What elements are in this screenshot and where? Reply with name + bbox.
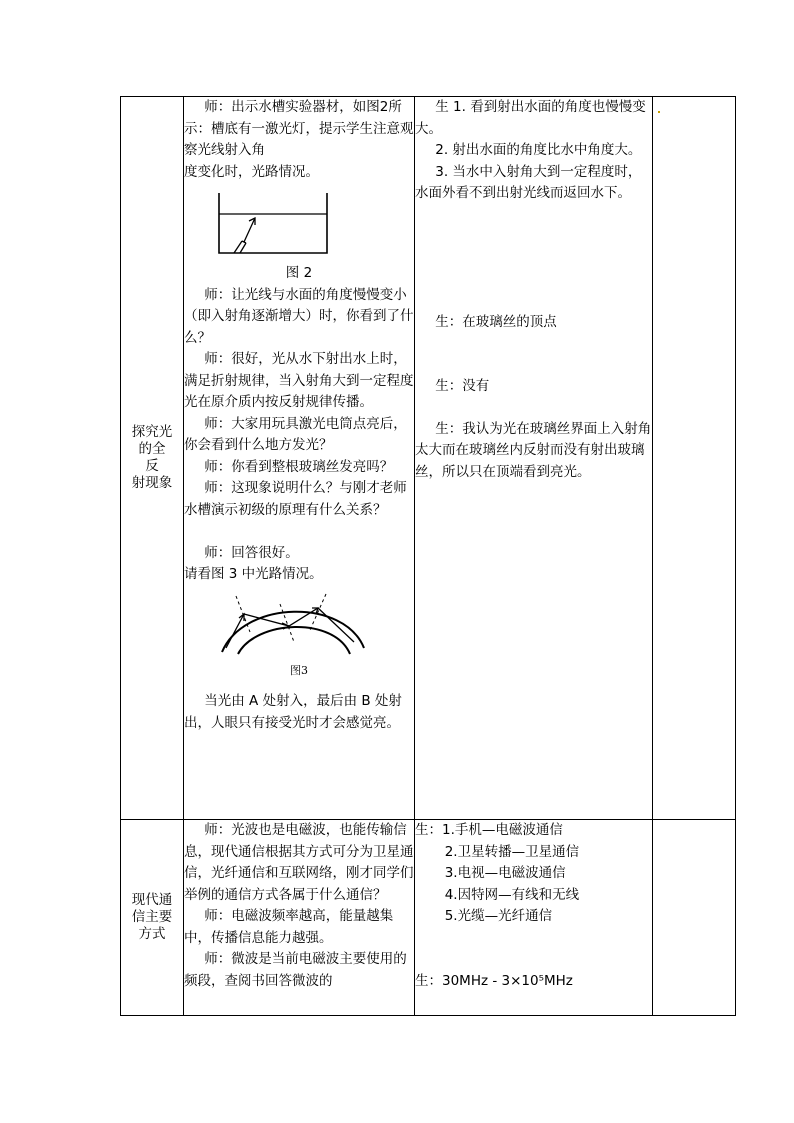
student-paragraph: 生：30MHz - 3×10⁵MHz — [415, 972, 573, 989]
figure-2-caption: 图 2 — [285, 265, 313, 281]
teacher-paragraph: 师：你看到整根玻璃丝发亮吗？ — [204, 458, 394, 475]
section-cell-communication — [121, 820, 184, 1016]
student-paragraph: 生：没有 — [435, 378, 490, 394]
teacher-paragraph: 师：出示水槽实验器材，如图2所示：槽底有一激光灯，提示学生注意观察光线射入角 — [184, 99, 414, 158]
list-item: 5.光缆—光纤通信 — [444, 908, 553, 924]
teacher-paragraph: 师：很好，光从水下射出水上时，满足折射规律，当入射角大到一定程度光在原介质内按反射规律传播。 — [184, 351, 414, 410]
teacher-activity-cell — [184, 97, 415, 820]
section-line: 方式 — [138, 926, 166, 942]
student-paragraph: 生 1. 看到射出水面的角度也慢慢变大。 — [415, 99, 646, 137]
student-paragraph: 3. 当水中入射角大到一定程度时，水面外看不到出射光线而返回水下。 — [415, 163, 642, 201]
student-paragraph: 生：在玻璃丝的顶点 — [435, 313, 557, 330]
table-row — [121, 820, 736, 1016]
table-row — [121, 97, 736, 820]
teacher-paragraph: 师：大家用玩具激光电筒点亮后，你会看到什么地方发光？ — [184, 415, 407, 453]
student-activity-cell — [415, 97, 653, 820]
student-paragraph: 2. 射出水面的角度比水中角度大。 — [435, 142, 642, 158]
optical-fiber-figure — [214, 590, 374, 660]
teacher-paragraph: 师：这现象说明什么？与刚才老师水槽演示初级的原理有什么关系？ — [184, 480, 407, 518]
section-cell-total-reflection — [121, 97, 184, 820]
teacher-paragraph: 师：光波也是电磁波，也能传输信息，现代通信根据其方式可分为卫星通信，光纤通信和互联网络，刚才同学们举例的通信方式各属于什么通信？ — [184, 822, 414, 903]
teacher-paragraph: 师：回答很好。 — [204, 544, 299, 561]
list-item: 生：1.手机—电磁波通信 — [415, 822, 563, 838]
section-line: 反 — [145, 458, 159, 474]
lesson-plan-table — [120, 96, 736, 1016]
section-line: 的全 — [138, 441, 166, 457]
section-line: 射现象 — [131, 475, 173, 491]
list-item: 4.因特网—有线和无线 — [444, 886, 580, 903]
teacher-activity-cell — [184, 820, 415, 1016]
student-activity-cell — [415, 820, 653, 1016]
teacher-paragraph: 请看图 3 中光路情况。 — [184, 566, 323, 582]
teacher-paragraph: 当光由 A 处射入，最后由 B 处射出，人眼只有接受光时才会感觉亮。 — [184, 693, 402, 731]
section-line: 信主要 — [131, 909, 173, 925]
section-line: 探究光 — [131, 424, 173, 440]
teacher-paragraph: 师：电磁波频率越高，能量越集中，传播信息能力越强。 — [184, 908, 394, 946]
teacher-paragraph: 师：微波是当前电磁波主要使用的频段，查阅书回答微波的 — [184, 951, 407, 989]
teacher-paragraph: 师：让光线与水面的角度慢慢变小（即入射角逐渐增大）时，你看到了什么？ — [184, 286, 414, 346]
notes-cell — [653, 820, 736, 1016]
water-tank-figure — [214, 189, 334, 259]
student-paragraph: 生：我认为光在玻璃丝界面上入射角太大而在玻璃丝内反射而没有射出玻璃丝，所以只在顶端看到亮光。 — [415, 420, 652, 480]
figure-3-caption: 图3 — [290, 663, 308, 677]
notes-cell — [653, 97, 736, 820]
section-line: 现代通 — [131, 892, 173, 908]
list-item: 2.卫星转播—卫星通信 — [444, 843, 580, 860]
teacher-paragraph: 度变化时，光路情况。 — [184, 163, 319, 180]
list-item: 3.电视—电磁波通信 — [444, 865, 566, 881]
